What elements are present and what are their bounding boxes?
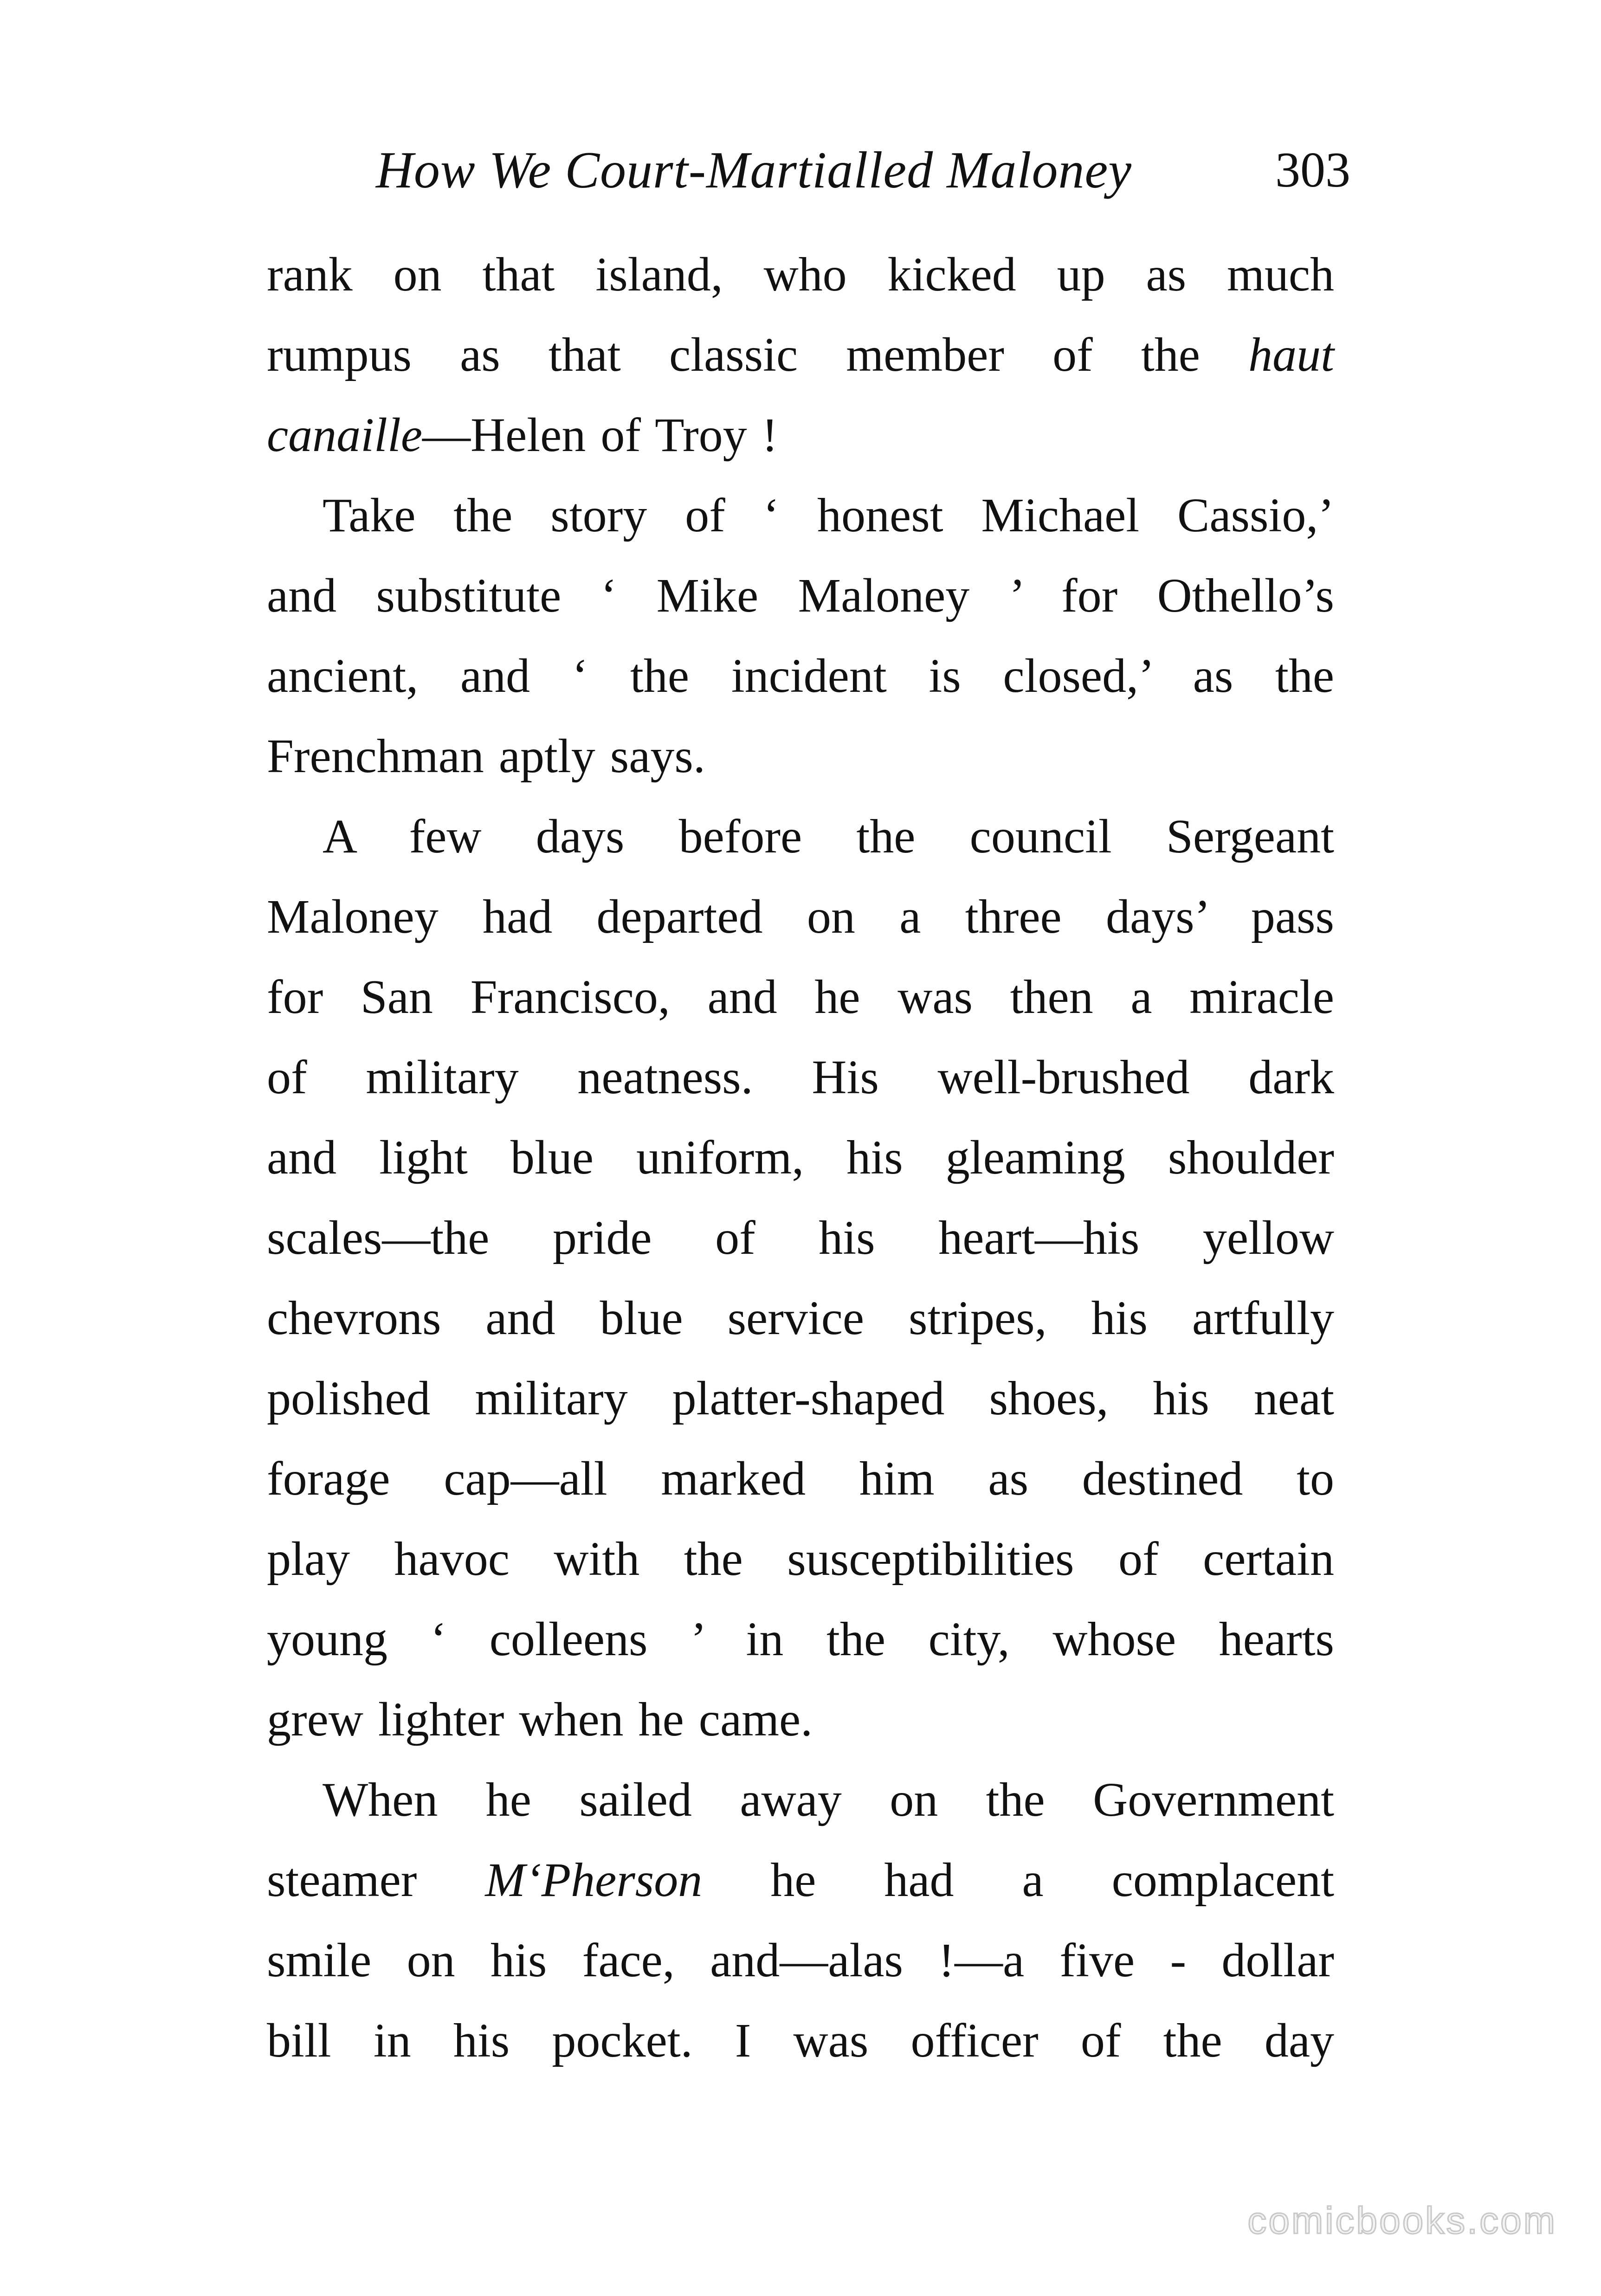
text-line: of military neatness. His well-brushed dark — [267, 1051, 1334, 1104]
text-line: Frenchman aptly says. — [267, 729, 705, 783]
text-line: rank on that island, who kicked up as much — [267, 248, 1334, 301]
text-line: grew lighter when he came. — [267, 1693, 813, 1746]
text-line: chevrons and blue service stripes, his artfully — [267, 1291, 1334, 1345]
running-title: How We Court-Martialled Maloney — [376, 142, 1132, 199]
running-head — [376, 135, 1350, 205]
italic-phrase: haut — [1248, 328, 1334, 381]
text-line: and substitute ‘ Mike Maloney ’ for Othello’s — [267, 569, 1334, 622]
text-line — [267, 1840, 1334, 1920]
body-text — [267, 234, 1334, 2081]
text-line: polished military platter-shaped shoes, his neat — [267, 1372, 1334, 1425]
page-number: 303 — [1275, 142, 1350, 198]
text-line: scales—the pride of his heart—his yellow — [267, 1211, 1334, 1264]
text-line: for San Francisco, and he was then a miracle — [267, 970, 1334, 1024]
text-fragment: steamer — [267, 1853, 485, 1907]
text-line: young ‘ colleens ’ in the city, whose hearts — [267, 1612, 1334, 1666]
watermark: comicbooks.com — [1247, 2199, 1557, 2242]
italic-phrase: M‘Pherson — [485, 1853, 703, 1907]
text-line: and light blue uniform, his gleaming shoulder — [267, 1131, 1334, 1184]
text-fragment: —Helen of Troy ! — [422, 408, 778, 462]
text-line: A few days before the council Sergeant — [323, 810, 1334, 863]
text-line: forage cap—all marked him as destined to — [267, 1452, 1334, 1505]
text-line: When he sailed away on the Government — [323, 1773, 1334, 1826]
text-line: ancient, and ‘ the incident is closed,’ as the — [267, 649, 1334, 703]
text-line: Take the story of ‘ honest Michael Cassio,’ — [323, 489, 1334, 542]
text-line: play havoc with the susceptibilities of certain — [267, 1532, 1334, 1586]
text-line: Maloney had departed on a three days’ pass — [267, 890, 1334, 943]
text-fragment: he had a complacent — [702, 1853, 1334, 1907]
text-line: bill in his pocket. I was officer of the day — [267, 2014, 1334, 2067]
text-line — [267, 315, 1334, 395]
text-fragment: rumpus as that classic member of the — [267, 328, 1249, 381]
text-line: smile on his face, and—alas !—a five - dollar — [267, 1934, 1334, 1987]
text-line — [267, 395, 1334, 475]
italic-phrase: canaille — [267, 408, 423, 462]
